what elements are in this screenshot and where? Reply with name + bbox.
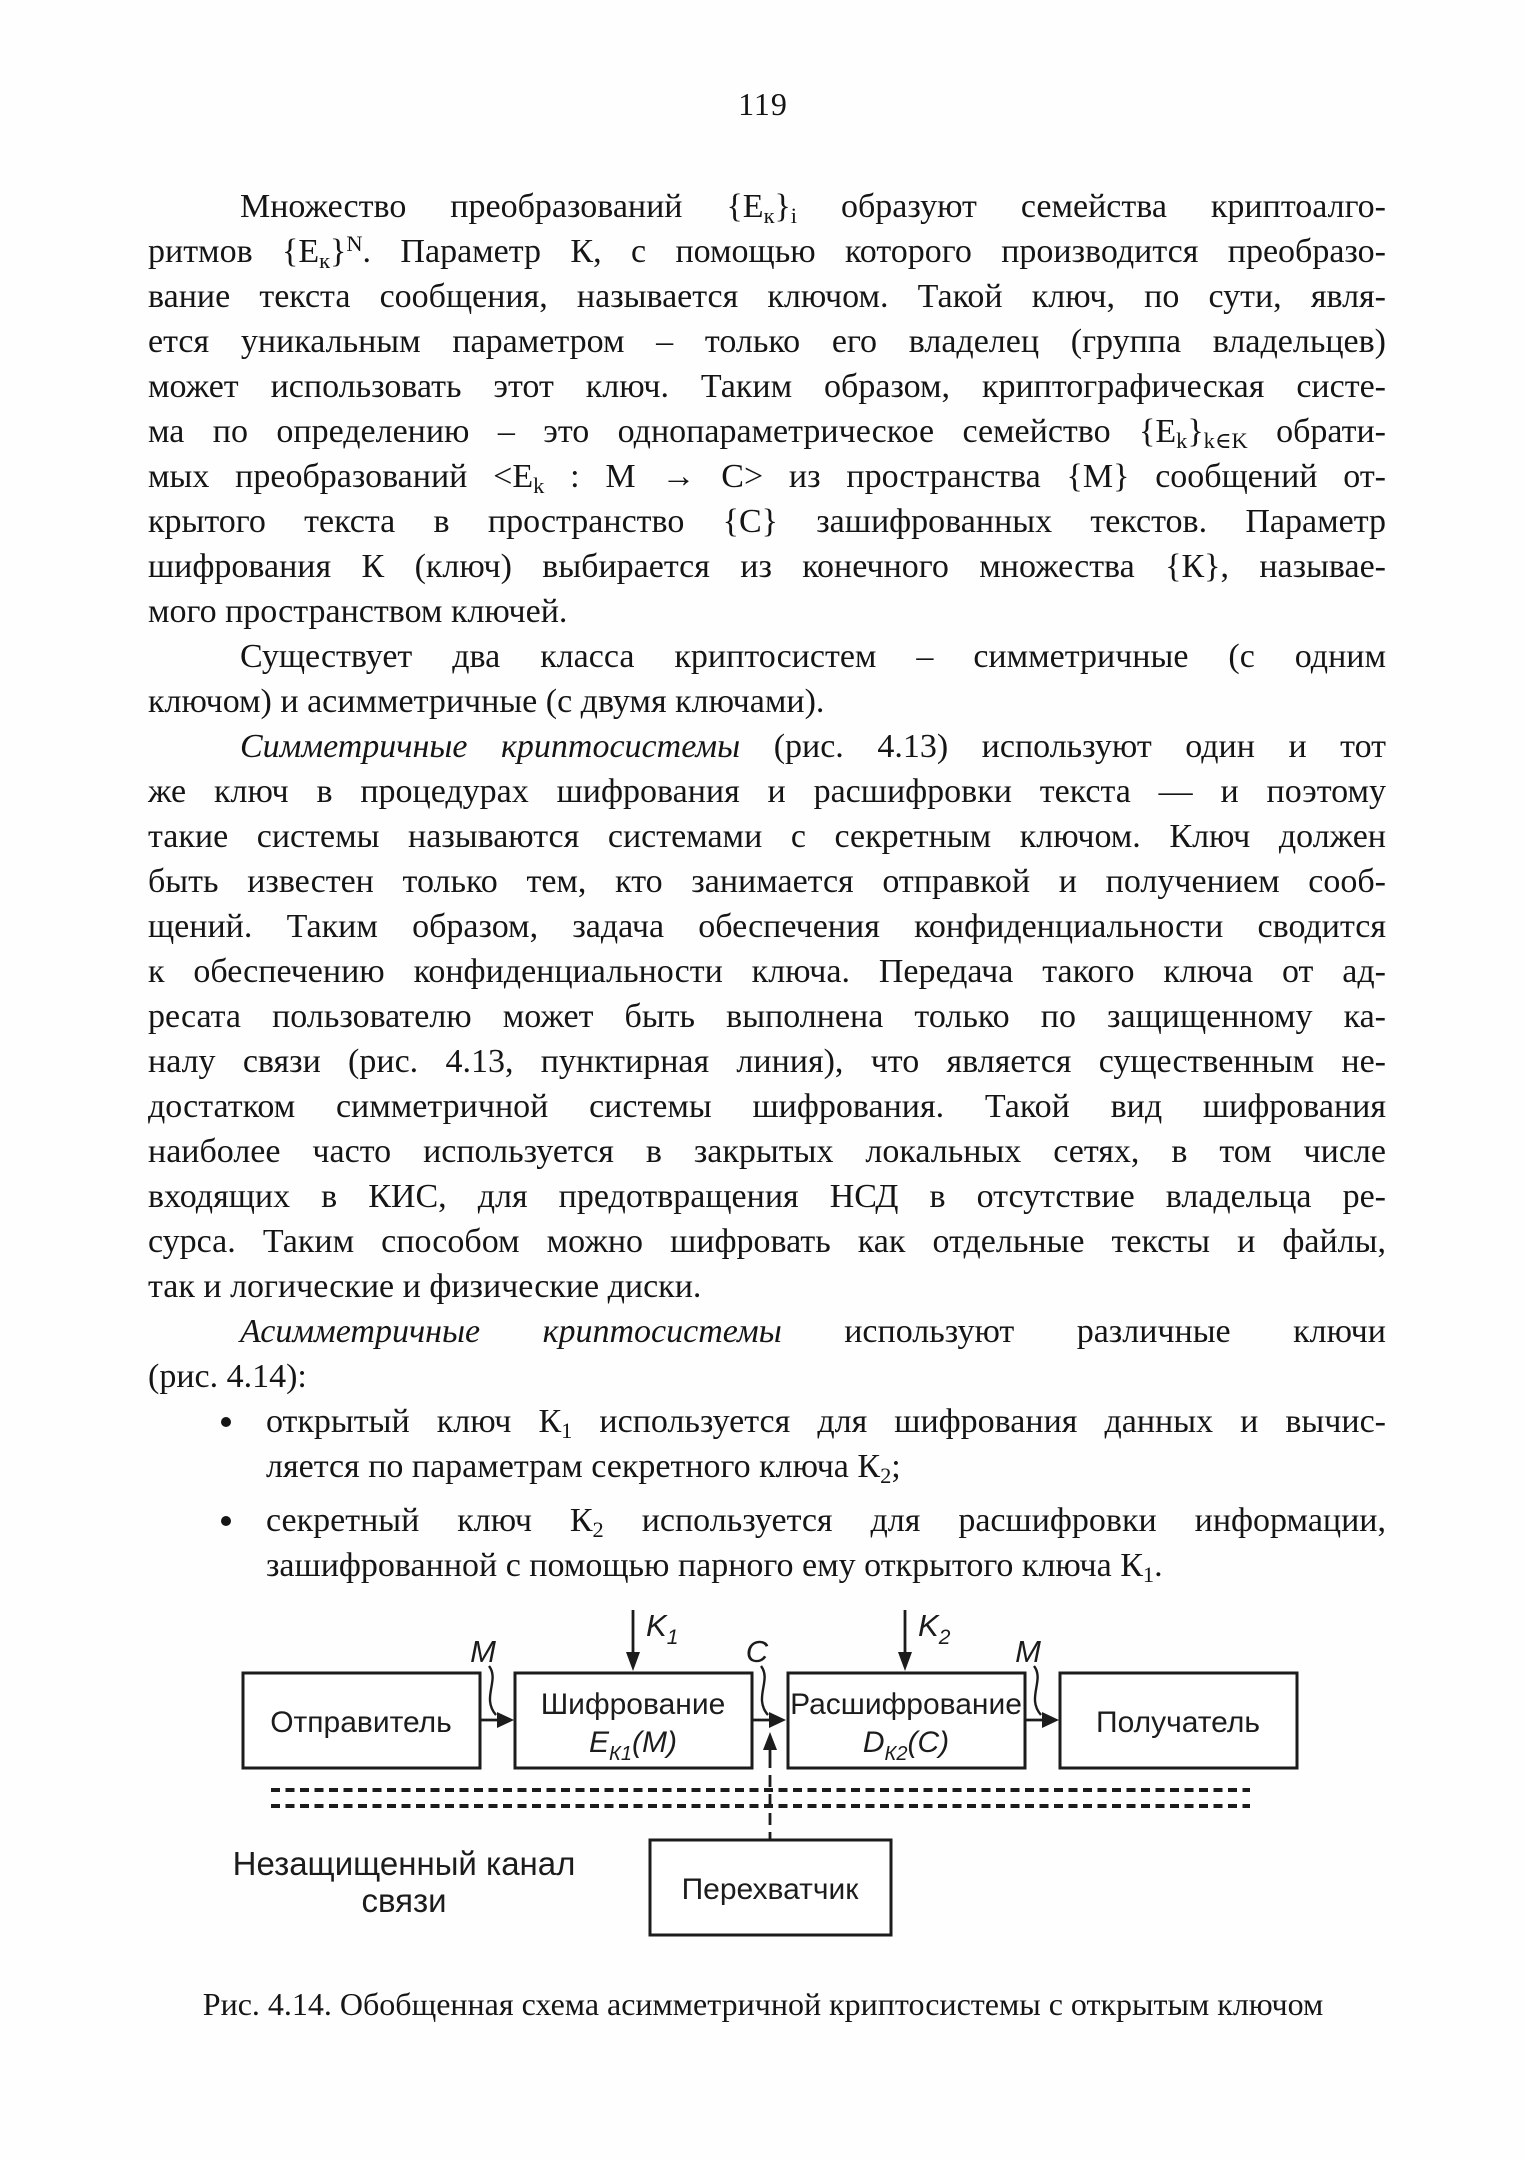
text-line: секретный ключ $К_2$ используется для расшифровки информации, — [266, 1502, 1386, 1543]
paragraph — [148, 184, 1386, 634]
text-line: ресата пользователю может быть выполнена только по защищенному ка- — [148, 998, 1386, 1035]
text-line: Асимметричные криптосистемы используют различные ключи — [240, 1313, 1386, 1350]
svg-text:Незащищенный канал: Незащищенный канал — [232, 1845, 576, 1882]
text-line: открытый ключ $К_1$ используется для шифрования данных и вычис- — [266, 1403, 1386, 1444]
text-line: сурса. Таким способом можно шифровать как отдельные тексты и файлы, — [148, 1223, 1386, 1260]
message-out-leader-squiggle — [1034, 1666, 1041, 1715]
text-line: же ключ в процедурах шифрования и расшифровки текста — и поэтому — [148, 773, 1386, 810]
body-text — [148, 184, 1386, 1588]
text-line: (рис. 4.14): — [148, 1358, 307, 1395]
text-line: Существует два класса криптосистем – симметричные (с одним — [240, 638, 1386, 675]
unprotected-channel-label — [233, 1845, 576, 1919]
decryption-box-title: Расшифрование — [790, 1688, 1022, 1721]
text-line: мого пространством ключей. — [148, 593, 568, 630]
text-line: быть известен только тем, кто занимается отправкой и получением сооб- — [148, 863, 1386, 900]
text-line: вание текста сообщения, называется ключом. Такой ключ, по сути, явля- — [148, 278, 1386, 315]
bullet-item — [219, 1498, 1386, 1588]
encryption-box-title: Шифрование — [540, 1688, 726, 1721]
svg-text:связи: связи — [361, 1882, 447, 1919]
text-line: может использовать этот ключ. Таким образом, криптографическая систе- — [148, 368, 1386, 405]
paragraph — [148, 724, 1386, 1309]
message-in-leader-squiggle — [489, 1666, 496, 1715]
receiver-box-label: Получатель — [1096, 1706, 1260, 1739]
text-line: наиболее часто используется в закрытых локальных сетях, в том числе — [148, 1133, 1386, 1170]
key1-arrow — [626, 1610, 640, 1671]
figure-caption: Рис. 4.14. Обобщенная схема асимметричной криптосистемы с открытым ключом — [202, 1986, 1324, 2022]
text-line: налу связи (рис. 4.13, пунктирная линия), что является существенным не- — [148, 1043, 1386, 1080]
sender-box-label: Отправитель — [270, 1706, 452, 1739]
cipher-label: C — [745, 1634, 769, 1669]
decryption-box-formula: $D_{К2}(C)$ — [862, 1726, 950, 1765]
bullet-item — [219, 1399, 1386, 1489]
text-line: ключом) и асимметричные (с двумя ключами). — [148, 683, 825, 720]
key2-label: $K_2$ — [918, 1608, 951, 1649]
figure-asymmetric-cryptosystem — [0, 1582, 1526, 1942]
text-line: мых преобразований $<E_k$ : M → C> из пространства {M} сообщений от- — [148, 458, 1386, 499]
key1-label: $K_1$ — [646, 1608, 679, 1649]
text-line: к обеспечению конфиденциальности ключа. Передача такого ключа от ад- — [148, 953, 1386, 990]
message-in-label: M — [470, 1634, 496, 1669]
text-line: зашифрованной с помощью парного ему открытого ключа $К_1$. — [266, 1547, 1163, 1588]
text-line: Множество преобразований $\{E_к\}_i$ образуют семейства криптоалго- — [240, 188, 1387, 229]
flow-arrow-sender-to-encryption — [480, 1712, 514, 1728]
bullet-dot-icon — [221, 1417, 231, 1427]
text-line: так и логические и физические диски. — [148, 1268, 702, 1305]
text-line: входящих в КИС, для предотвращения НСД в отсутствие владельца ре- — [148, 1178, 1386, 1215]
text-line: ма по определению – это однопараметрическое семейство $\{E_k\}_{k\in K}$ обрати- — [148, 413, 1386, 454]
interceptor-tap-arrow — [763, 1732, 777, 1840]
text-line: ется уникальным параметром – только его владелец (группа владельцев) — [148, 323, 1386, 360]
cipher-leader-squiggle — [761, 1666, 768, 1715]
interceptor-box-label: Перехватчик — [681, 1873, 859, 1906]
paragraph — [148, 1309, 1386, 1399]
text-line: Симметричные криптосистемы (рис. 4.13) используют один и тот — [240, 728, 1386, 765]
flow-arrow-encryption-to-decryption — [752, 1712, 786, 1728]
text-line: достатком симметричной системы шифрования. Такой вид шифрования — [148, 1088, 1386, 1125]
message-out-label: M — [1015, 1634, 1041, 1669]
text-line: крытого текста в пространство {C} зашифрованных текстов. Параметр — [148, 503, 1386, 540]
text-line: шифрования К (ключ) выбирается из конечного множества {К}, называе- — [148, 548, 1386, 585]
text-line: ритмов $\{E_к\}^N$. Параметр К, с помощью которого производится преобразо- — [148, 230, 1386, 274]
bullet-list — [148, 1399, 1386, 1588]
key2-arrow — [898, 1610, 912, 1671]
flow-arrow-decryption-to-receiver — [1025, 1712, 1059, 1728]
text-line: щений. Таким образом, задача обеспечения конфиденциальности сводится — [148, 908, 1386, 945]
page-number: 119 — [738, 86, 788, 122]
encryption-box-formula: $E_{К1}(M)$ — [589, 1726, 677, 1765]
bullet-dot-icon — [221, 1516, 231, 1526]
text-line: такие системы называются системами с секретным ключом. Ключ должен — [148, 818, 1386, 855]
paragraph — [148, 634, 1386, 724]
text-line: ляется по параметрам секретного ключа $К_2$; — [266, 1448, 901, 1489]
